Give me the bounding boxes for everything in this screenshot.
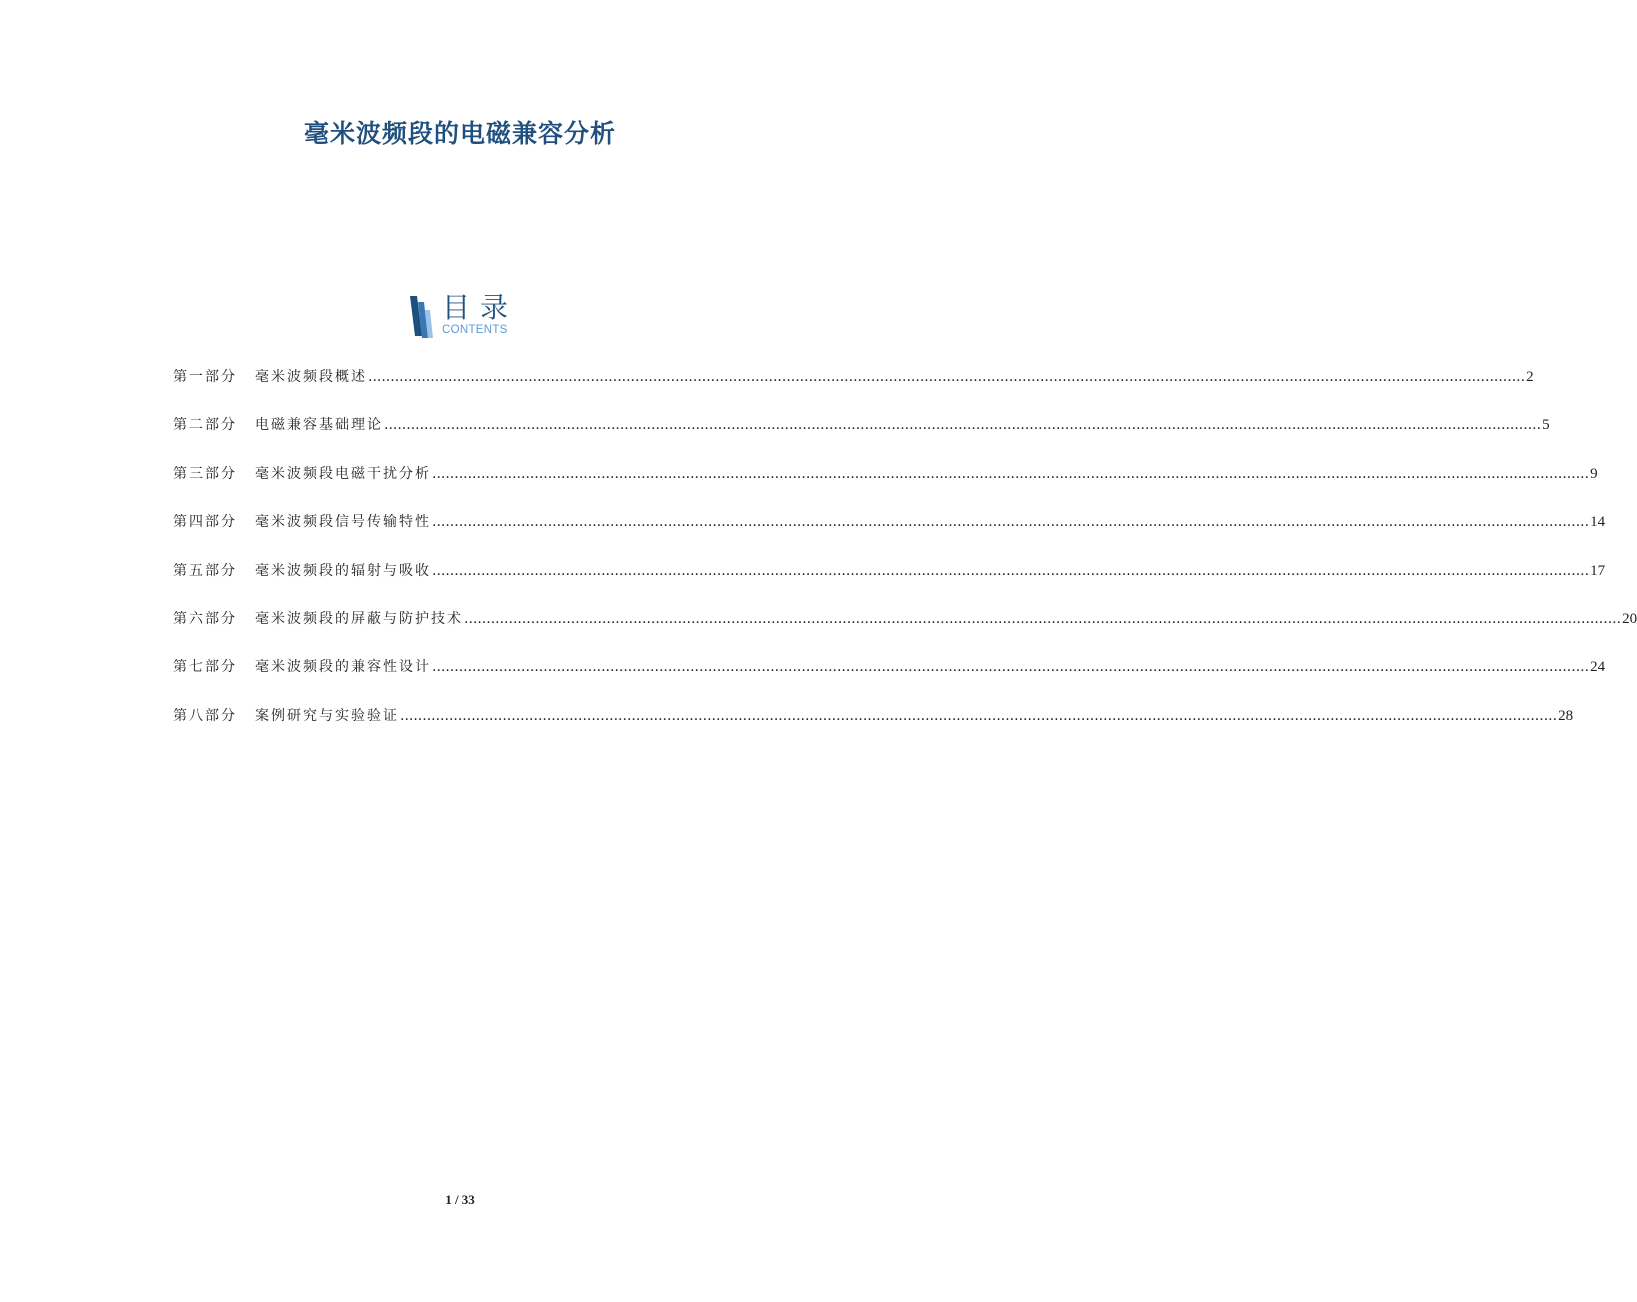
toc-entry[interactable] <box>173 366 1534 414</box>
toc-entry[interactable] <box>173 511 1606 559</box>
toc-entry[interactable] <box>173 463 1598 511</box>
toc-dot-leader: .................................................................................................................................................................................................................................................................... <box>432 562 1590 579</box>
document-title: 毫米波频段的电磁兼容分析 <box>303 119 616 148</box>
toc-entry-title: 毫米波频段概述 <box>255 369 367 385</box>
toc-entry-title: 案例研究与实验验证 <box>255 707 399 724</box>
toc-heading-title: 目录 <box>442 291 519 324</box>
toc-entry-page: 14 <box>1590 514 1606 531</box>
toc-entry[interactable] <box>173 656 1606 704</box>
toc-entry-page: 24 <box>1590 659 1606 676</box>
toc-dot-leader: .................................................................................................................................................................................................................................................................... <box>432 514 1590 531</box>
toc-entry-page: 9 <box>1590 465 1598 482</box>
toc-entry-page: 5 <box>1542 417 1550 434</box>
toc-dot-leader: .................................................................................................................................................................................................................................................................... <box>368 369 1526 385</box>
toc-entry-title: 毫米波频段的辐射与吸收 <box>255 562 431 579</box>
page-indicator: 1 / 33 <box>445 1192 475 1207</box>
toc-entry-page: 28 <box>1558 707 1574 724</box>
toc-entry-page: 20 <box>1622 610 1637 627</box>
toc-entry-part: 第七部分 <box>173 659 237 676</box>
toc-entry[interactable] <box>173 414 1550 462</box>
book-stripes-icon <box>408 296 438 338</box>
table-of-contents <box>173 366 1637 753</box>
toc-entry-part: 第六部分 <box>173 610 237 627</box>
toc-dot-leader: .................................................................................................................................................................................................................................................................... <box>432 465 1590 482</box>
toc-entry-page: 2 <box>1526 369 1534 385</box>
toc-entry-part: 第四部分 <box>173 514 237 531</box>
toc-entry[interactable] <box>173 705 1574 753</box>
toc-entry-part: 第二部分 <box>173 417 237 434</box>
toc-entry-page: 17 <box>1590 562 1606 579</box>
toc-entry-title: 毫米波频段的兼容性设计 <box>255 659 431 676</box>
toc-entry[interactable] <box>173 560 1606 608</box>
toc-entry-part: 第八部分 <box>173 707 237 724</box>
toc-dot-leader: .................................................................................................................................................................................................................................................................... <box>400 707 1558 724</box>
toc-entry-part: 第五部分 <box>173 562 237 579</box>
toc-dot-leader: .................................................................................................................................................................................................................................................................... <box>432 659 1590 676</box>
toc-dot-leader: .................................................................................................................................................................................................................................................................... <box>384 417 1542 434</box>
toc-entry-part: 第一部分 <box>173 369 237 385</box>
toc-entry-title: 电磁兼容基础理论 <box>255 417 383 434</box>
toc-dot-leader: .................................................................................................................................................................................................................................................................... <box>464 610 1622 627</box>
toc-entry-title: 毫米波频段的屏蔽与防护技术 <box>255 610 463 627</box>
toc-entry-part: 第三部分 <box>173 465 237 482</box>
toc-heading-subtitle: CONTENTS <box>442 324 508 336</box>
toc-entry-title: 毫米波频段信号传输特性 <box>255 514 431 531</box>
toc-entry-title: 毫米波频段电磁干扰分析 <box>255 465 431 482</box>
toc-entry[interactable] <box>173 608 1637 656</box>
toc-heading <box>406 292 526 342</box>
